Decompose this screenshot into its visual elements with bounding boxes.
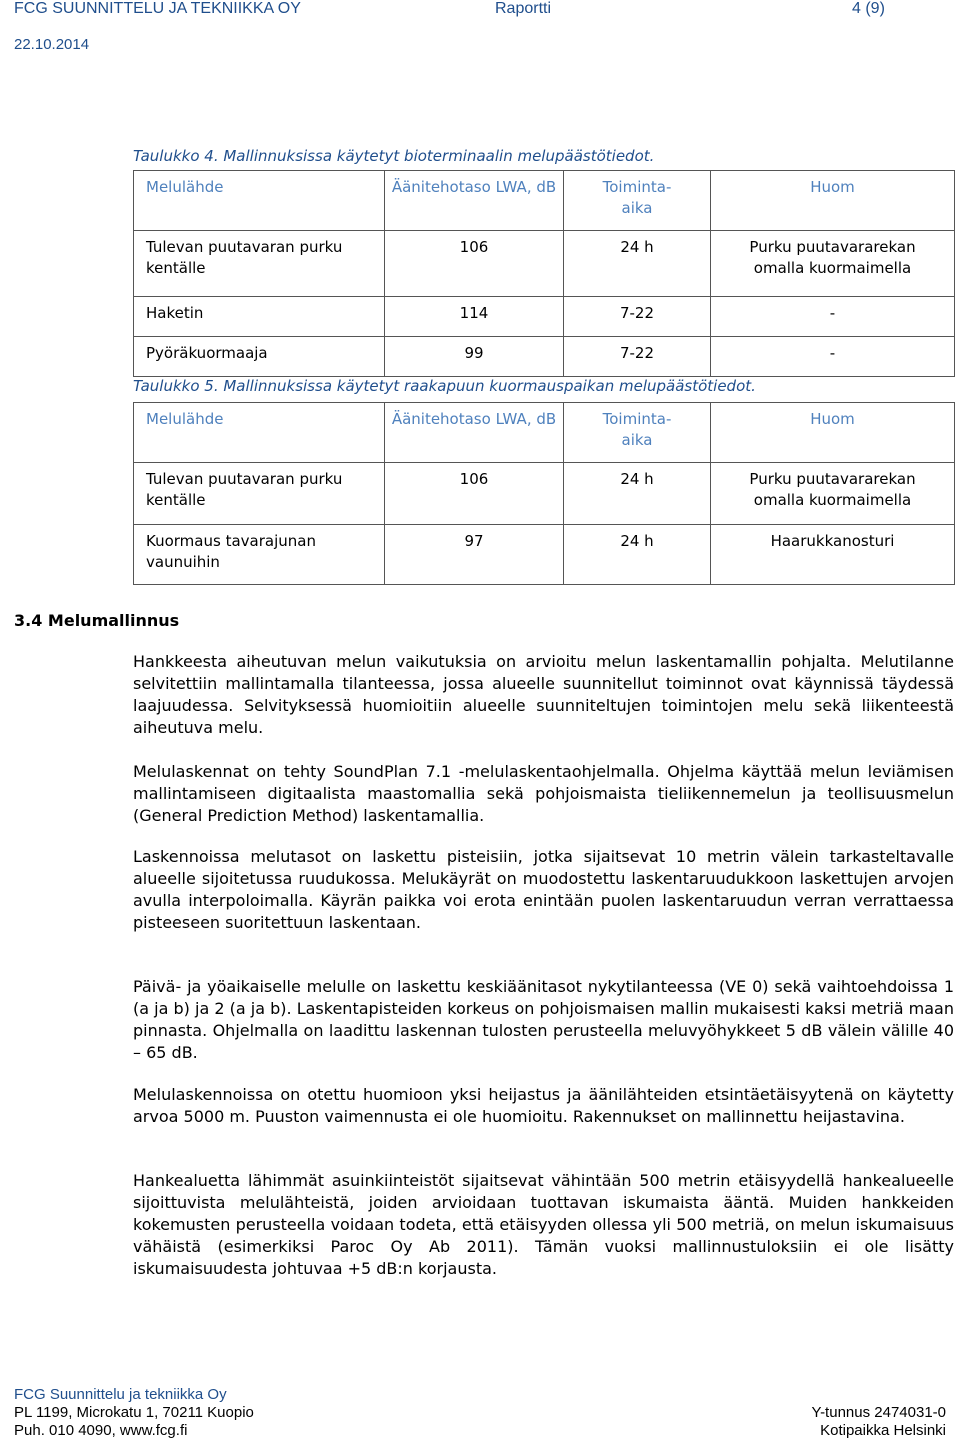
table4-header-time: Toiminta-aika bbox=[602, 178, 672, 217]
table5-header-note: Huom bbox=[810, 410, 855, 428]
table4-cell: 106 bbox=[459, 238, 489, 256]
table4-cell: 7-22 bbox=[619, 344, 655, 362]
header-page-number: 4 (9) bbox=[852, 0, 885, 17]
table4-cell: Pyöräkuormaaja bbox=[146, 344, 268, 362]
footer-ytunnus: Y-tunnus 2474031-0 bbox=[811, 1404, 946, 1421]
table5-cell: Purku puutavararekan omalla kuormaimella bbox=[749, 470, 916, 509]
table5-header-time: Toiminta-aika bbox=[602, 410, 672, 449]
table4-cell: - bbox=[829, 344, 836, 362]
footer-right bbox=[811, 1404, 946, 1440]
header-doc-type: Raportti bbox=[495, 0, 552, 17]
table-row bbox=[134, 231, 955, 297]
table4-caption: Taulukko 4. Mallinnuksissa käytetyt bioterminaalin melupäästötiedot. bbox=[133, 147, 655, 165]
table5-header-row bbox=[134, 403, 955, 463]
table5 bbox=[133, 402, 955, 585]
table5-caption: Taulukko 5. Mallinnuksissa käytetyt raakapuun kuormauspaikan melupäästötiedot. bbox=[133, 377, 756, 395]
footer-address: PL 1199, Microkatu 1, 70211 Kuopio bbox=[14, 1404, 254, 1421]
header-company: FCG SUUNNITTELU JA TEKNIIKKA OY bbox=[14, 0, 301, 17]
paragraph-1: Hankkeesta aiheutuvan melun vaikutuksia on arvioitu melun laskentamallin pohjalta. Melutilanne selvitettiin mallintamalla tilanteessa, jossa alueelle suunnitellut toiminnot ovat käynnissä täydessä laajuudessa. Selvityksessä huomioitiin alueelle suunniteltujen toimintojen melu sekä liikenteestä aiheutuva melu. bbox=[133, 652, 954, 737]
paragraph-6: Hankealuetta lähimmät asuinkiinteistöt sijaitsevat vähintään 500 metrin etäisyydellä hankealueelle sijoittuvista melulähteistä, joiden arvioidaan tuottavan iskumaista ääntä. Muiden hankkeiden kokemusten perusteella voidaan todeta, että etäisyyden ollessa yli 500 metriä, on melun iskumaisuus vähäistä (esimerkiksi Paroc Oy Ab 2011). Tämän vuoksi mallinnustuloksiin ei ole lisätty iskumaisuudesta johtuvaa +5 dB:n korjausta. bbox=[133, 1171, 954, 1278]
table4-header-source: Melulähde bbox=[146, 178, 224, 196]
paragraph-2: Melulaskennat on tehty SoundPlan 7.1 -melulaskentaohjelmalla. Ohjelma käyttää melun leviämisen mallintamiseen digitaalista maastomallia sekä pohjoismaista tieliikennemelun ja teollisuusmelun (General Prediction Method) laskentamallia. bbox=[133, 762, 954, 825]
table5-header-source: Melulähde bbox=[146, 410, 224, 428]
footer-kotipaikka: Kotipaikka Helsinki bbox=[820, 1422, 946, 1439]
table5-cell: Kuormaus tavarajunan vaunuihin bbox=[146, 532, 316, 571]
table4-cell: Tulevan puutavaran purku kentälle bbox=[146, 238, 343, 277]
paragraph-3: Laskennoissa melutasot on laskettu pisteisiin, jotka sijaitsevat 10 metrin välein tarkasteltavalle alueelle sijoitetussa ruudukossa. Melukäyrät on muodostettu laskentaruudukkoon laskettujen arvojen avulla interpoloimalla. Käyrän paikka voi erota enintään puolen laskentaruudun verran verrattaessa pisteeseen suoritettuun laskentaan. bbox=[133, 847, 954, 932]
table4-cell: - bbox=[829, 304, 836, 322]
table4-header-row bbox=[134, 171, 955, 231]
table5-cell: Haarukkanosturi bbox=[770, 532, 895, 550]
table4-cell: 114 bbox=[459, 304, 489, 322]
footer-company: FCG Suunnittelu ja tekniikka Oy bbox=[14, 1386, 227, 1403]
table4-cell: 24 h bbox=[620, 238, 654, 256]
table5-cell: 24 h bbox=[620, 532, 654, 550]
table-row bbox=[134, 297, 955, 337]
table-row bbox=[134, 337, 955, 377]
footer-left bbox=[14, 1386, 254, 1440]
table5-cell: 97 bbox=[464, 532, 484, 550]
table5-header-level: Äänitehotaso LWA, dB bbox=[391, 410, 557, 428]
paragraph-4: Päivä- ja yöaikaiselle melulle on laskettu keskiäänitasot nykytilanteessa (VE 0) sekä vaihtoehdoissa 1 (a ja b) ja 2 (a ja b). Laskentapisteiden korkeus on pohjoismaisen mallin mukaisesti kaksi metriä maan pinnasta. Ohjelmalla on laadittu laskennan tulosten perusteella meluvyöhykkeet 5 dB välein välille 40 – 65 dB. bbox=[133, 977, 954, 1062]
section-title: 3.4 Melumallinnus bbox=[14, 611, 180, 630]
table5-cell: Tulevan puutavaran purku kentälle bbox=[146, 470, 343, 509]
table5-cell: 24 h bbox=[620, 470, 654, 488]
table4-header-level: Äänitehotaso LWA, dB bbox=[391, 178, 557, 196]
paragraph-5: Melulaskennoissa on otettu huomioon yksi heijastus ja äänilähteiden etsintäetäisyytenä on käytetty arvoa 5000 m. Puuston vaimennusta ei ole huomioitu. Rakennukset on mallinnettu heijastavina. bbox=[133, 1085, 954, 1126]
header-date: 22.10.2014 bbox=[14, 36, 90, 53]
footer-phone: Puh. 010 4090, www.fcg.fi bbox=[14, 1422, 188, 1439]
table-row bbox=[134, 525, 955, 585]
table4-cell: 7-22 bbox=[619, 304, 655, 322]
table5-cell: 106 bbox=[459, 470, 489, 488]
table-row bbox=[134, 463, 955, 525]
table4-header-note: Huom bbox=[810, 178, 855, 196]
table4-cell: Haketin bbox=[146, 304, 204, 322]
table4-cell: 99 bbox=[464, 344, 484, 362]
table4 bbox=[133, 170, 955, 377]
table4-cell: Purku puutavararekan omalla kuormaimella bbox=[749, 238, 916, 277]
